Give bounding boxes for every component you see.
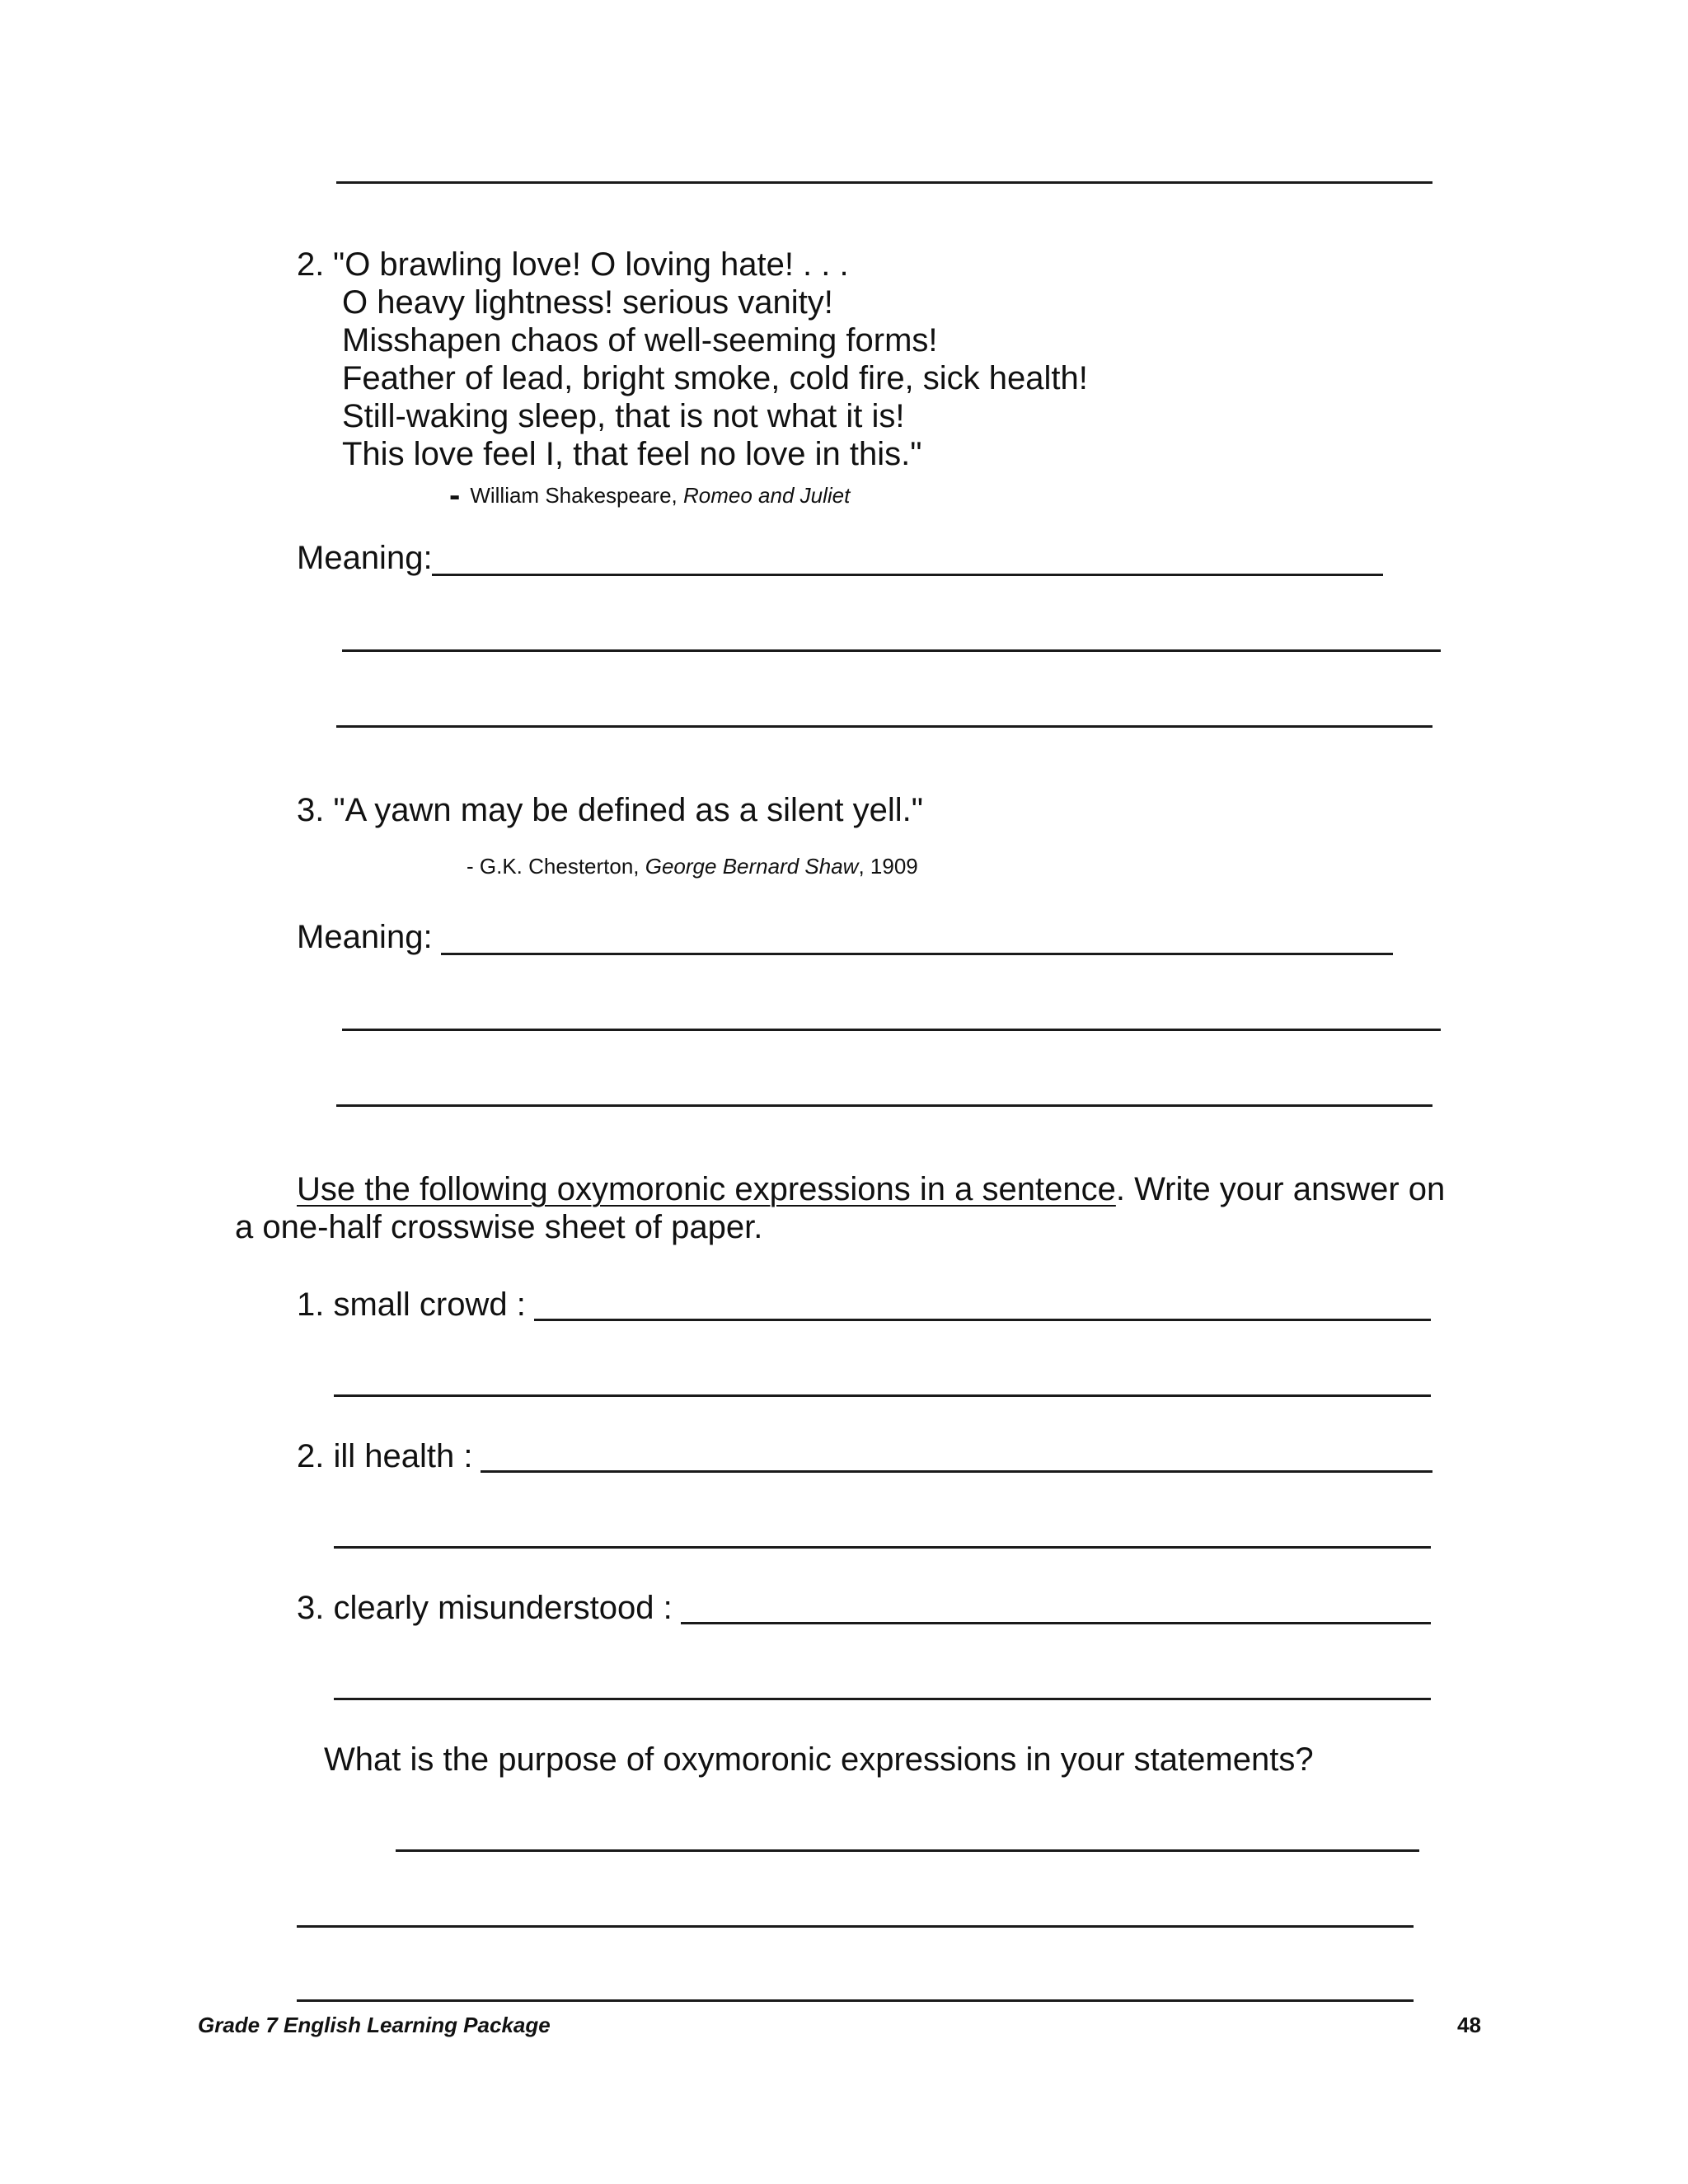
answer-line-top[interactable] <box>336 181 1432 184</box>
quote3-attribution <box>467 854 918 879</box>
quote3-meaning-line-2[interactable] <box>342 1029 1441 1031</box>
quote3-meaning-line-3[interactable] <box>336 1104 1432 1107</box>
quote3-attribution-author: - G.K. Chesterton, <box>467 854 645 879</box>
quote2-line-4: Feather of lead, bright smoke, cold fire, sick health! <box>342 360 1088 396</box>
quote2-line-1: "O brawling love! O loving hate! . . . <box>333 246 849 283</box>
quote2-line-5: Still-waking sleep, that is not what it is! <box>342 398 905 434</box>
attribution-work: Romeo and Juliet <box>682 483 851 508</box>
instructions-rest: . Write your answer on <box>1115 1171 1446 1207</box>
quote3-meaning-label: Meaning: <box>297 919 433 955</box>
expression-1-label: 1. small crowd : <box>297 1286 526 1323</box>
purpose-question: What is the purpose of oxymoronic expressions in your statements? <box>324 1741 1314 1778</box>
quote2-meaning-label: Meaning: <box>297 540 433 576</box>
quote3-attribution-work: George Bernard Shaw <box>645 854 859 879</box>
attribution-dash: - <box>449 477 461 513</box>
expression-2-label: 2. ill health : <box>297 1438 473 1474</box>
quote3-text: 3. "A yawn may be defined as a silent yell." <box>297 792 923 828</box>
quote2-line-2: O heavy lightness! serious vanity! <box>342 284 833 321</box>
quote2-line-3: Misshapen chaos of well-seeming forms! <box>342 322 938 359</box>
quote2-number <box>297 246 324 284</box>
purpose-answer-line-1[interactable] <box>396 1849 1419 1852</box>
instructions-line-2: a one-half crosswise sheet of paper. <box>235 1209 763 1245</box>
expression-2-line-2[interactable] <box>334 1546 1431 1549</box>
quote3-attribution-year: , 1909 <box>858 854 918 879</box>
quote2-line-6: This love feel I, that feel no love in this." <box>342 436 922 472</box>
instructions-line-1 <box>297 1170 1445 1208</box>
instructions-underlined: Use the following oxymoronic expressions in a sentence <box>297 1171 1116 1207</box>
expression-1-line-2[interactable] <box>334 1394 1431 1397</box>
quote3-meaning-line-1[interactable] <box>441 953 1393 955</box>
expression-2-line-1[interactable] <box>481 1470 1432 1473</box>
quote2-meaning-line-2[interactable] <box>342 649 1441 652</box>
purpose-answer-line-2[interactable] <box>297 1925 1414 1928</box>
expression-1-line-1[interactable] <box>534 1319 1431 1321</box>
quote2-meaning-line-1[interactable] <box>432 574 1383 576</box>
footer-title: Grade 7 English Learning Package <box>198 2013 551 2037</box>
attribution-author: William Shakespeare, <box>470 483 683 508</box>
quote2-attribution <box>449 477 851 513</box>
expression-3-line-1[interactable] <box>681 1622 1431 1624</box>
page-number: 48 <box>1457 2013 1481 2037</box>
expression-3-label: 3. clearly misunderstood : <box>297 1590 673 1626</box>
purpose-answer-line-3[interactable] <box>297 1999 1414 2002</box>
quote2-meaning-line-3[interactable] <box>336 725 1432 728</box>
expression-3-line-2[interactable] <box>334 1698 1431 1700</box>
quote2-number-text: 2. <box>297 246 325 283</box>
